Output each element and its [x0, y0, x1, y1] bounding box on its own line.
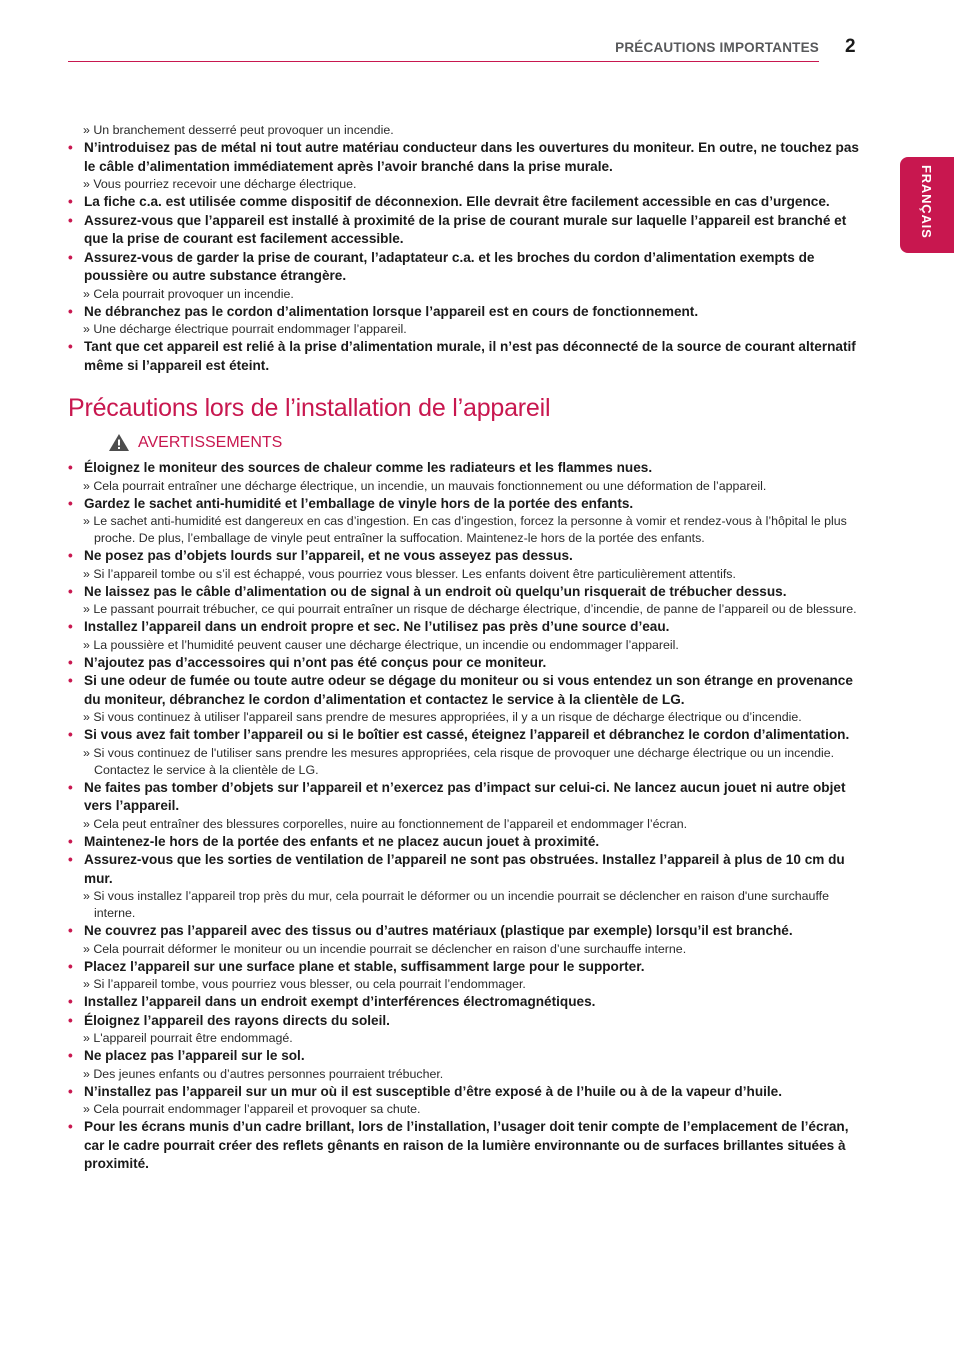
- list-item: [68, 1118, 860, 1174]
- list-item: [68, 212, 860, 249]
- list-item-text: Éloignez l’appareil des rayons directs du soleil.: [84, 1012, 390, 1028]
- list-item-note: » Le sachet anti-humidité est dangereux en cas d’ingestion. En cas d’ingestion, forcez la personne à vomir et rendez-vous à l’hôpital le plus proche. De plus, l’emballage de vinyle peut entraîner la suffocation. Maintenez-le hors de la portée des enfants.: [83, 514, 847, 545]
- list-item-text: Ne couvrez pas l’appareil avec des tissus ou d’autres matériaux (plastique par exemple) lorsqu’il est branché.: [84, 923, 793, 938]
- list-item: [68, 618, 860, 637]
- list-item: [68, 1012, 860, 1031]
- page-content: [68, 122, 860, 1174]
- list-item-note: » Vous pourriez recevoir une décharge électrique.: [83, 177, 357, 191]
- bullet-icon: •: [68, 495, 73, 511]
- bullet-icon: •: [68, 1012, 73, 1028]
- list-item-note: » Si l’appareil tombe ou s’il est échappé, vous pourriez vous blesser. Les enfants doivent être particulièrement attentifs.: [83, 566, 736, 581]
- list-item: [68, 654, 860, 673]
- list-item-text: Installez l’appareil dans un endroit exempt d’interférences électromagnétiques.: [84, 994, 596, 1009]
- list-item-text: Si vous avez fait tomber l’appareil ou si le boîtier est cassé, éteignez l’appareil et débranchez le cordon d’alimentation.: [84, 727, 850, 742]
- list-item-note: » Une décharge électrique pourrait endommager l’appareil.: [83, 322, 407, 336]
- list-item-text: Assurez-vous que l’appareil est installé à proximité de la prise de courant murale sur laquelle l’appareil est branché et que la prise de courant est facilement accessible.: [84, 212, 847, 246]
- list-item: [68, 779, 860, 816]
- list-item: [68, 726, 860, 745]
- list-item-text: Maintenez-le hors de la portée des enfants et ne placez aucun jouet à proximité.: [84, 833, 600, 849]
- list-item: [68, 922, 860, 941]
- list-item: [68, 1047, 860, 1066]
- bullet-icon: •: [68, 923, 73, 938]
- bullet-icon: •: [68, 249, 73, 265]
- list-item: [68, 1083, 860, 1102]
- bullet-icon: •: [68, 460, 73, 475]
- bullet-icon: •: [68, 1119, 73, 1134]
- list-item: [68, 958, 860, 977]
- list-item-text: Ne débranchez pas le cordon d’alimentation lorsque l’appareil est en cours de fonctionnement.: [84, 303, 699, 319]
- list-item-text: Si une odeur de fumée ou toute autre odeur se dégage du moniteur ou si vous entendez un son étrange en provenance du moniteur, débranchez le cordon d’alimentation et contactez le service à la clientèle de LG.: [84, 673, 853, 707]
- bullet-icon: •: [68, 833, 73, 849]
- bullet-icon: •: [68, 654, 73, 670]
- list-item-text: Assurez-vous de garder la prise de courant, l’adaptateur c.a. et les broches du cordon d’alimentation exempts de poussière ou autre substance étrangère.: [84, 249, 815, 283]
- bullet-icon: •: [68, 339, 73, 354]
- page-number: 2: [845, 36, 856, 57]
- list-item: [68, 459, 860, 478]
- warning-heading: [108, 433, 860, 452]
- list-item-note: » Si vous continuez à utiliser l'appareil sans prendre de mesures appropriées, il y a un risque de décharge électrique ou d’incendie.: [83, 710, 802, 724]
- list-item: [68, 583, 860, 602]
- list-item: [68, 547, 860, 566]
- list-item-text: Ne laissez pas le câble d’alimentation ou de signal à un endroit où quelqu’un risquerait de trébucher dessus.: [84, 583, 787, 599]
- list-item-text: N’introduisez pas de métal ni tout autre matériau conducteur dans les ouvertures du moniteur. En outre, ne touchez pas le câble d’alimentation immédiatement après l’avoir branché dans la prise murale.: [84, 140, 859, 174]
- list-item: [68, 833, 860, 852]
- bullet-icon: •: [68, 303, 73, 319]
- header-title: PRÉCAUTIONS IMPORTANTES: [615, 40, 819, 55]
- list-item-note: » L'appareil pourrait être endommagé.: [83, 1031, 293, 1045]
- list-item: [68, 851, 860, 888]
- list-item-note: » Des jeunes enfants ou d’autres personnes pourraient trébucher.: [83, 1066, 444, 1081]
- list-item-text: Ne placez pas l’appareil sur le sol.: [84, 1048, 305, 1063]
- section-title: Précautions lors de l’installation de l’appareil: [68, 394, 551, 422]
- bullet-icon: •: [68, 779, 73, 795]
- list-item: [68, 139, 860, 176]
- list-item-text: Gardez le sachet anti-humidité et l’emballage de vinyle hors de la portée des enfants.: [84, 495, 634, 511]
- warning-triangle-icon: [108, 433, 130, 452]
- list-item-text: Ne faites pas tomber d’objets sur l’appareil et n’exercez pas d’impact sur celui-ci. Ne lancez aucun jouet ni autre objet vers l’appareil.: [84, 779, 846, 813]
- list-item-note: » Cela pourrait entraîner une décharge électrique, un incendie, un mauvais fonctionnement ou une déformation de l’appareil.: [83, 478, 767, 493]
- list-item: [68, 193, 860, 212]
- language-label: FRANÇAIS: [919, 165, 934, 239]
- list-item-text: N’installez pas l’appareil sur un mur où il est susceptible d’être exposé à de l’huile ou à de la vapeur d’huile.: [84, 1083, 783, 1099]
- bullet-icon: •: [68, 673, 73, 688]
- bullet-icon: •: [68, 140, 73, 155]
- list-item-text: Placez l’appareil sur une surface plane et stable, suffisamment large pour le supporter.: [84, 958, 645, 974]
- list-item-note: » Cela peut entraîner des blessures corporelles, nuire au fonctionnement de l’appareil et endommager l’écran.: [83, 816, 688, 831]
- list-item: [68, 993, 860, 1012]
- list-item-text: Tant que cet appareil est relié à la prise d’alimentation murale, il n’est pas déconnecté de la source de courant alternatif même si l’appareil est éteint.: [84, 339, 856, 373]
- bullet-icon: •: [68, 1048, 73, 1063]
- intro-note: » Un branchement desserré peut provoquer un incendie.: [83, 123, 394, 137]
- list-item-note: » Si l’appareil tombe, vous pourriez vous blesser, ou cela pourrait l’endommager.: [83, 977, 526, 991]
- list-item-text: Pour les écrans munis d’un cadre brillant, lors de l’installation, l’usager doit tenir compte de l’emplacement de l’écran, car le cadre pourrait créer des reflets gênants en raison de la lumière environnante ou de surfaces brillantes situées à proximité.: [84, 1119, 849, 1171]
- list-item-text: N’ajoutez pas d’accessoires qui n’ont pas été conçus pour ce moniteur.: [84, 654, 547, 670]
- bullet-icon: •: [68, 1083, 73, 1099]
- bullet-icon: •: [68, 583, 73, 599]
- bullet-icon: •: [68, 194, 73, 209]
- list-item-text: La fiche c.a. est utilisée comme dispositif de déconnexion. Elle devrait être facilement accessible en cas d’urgence.: [84, 194, 830, 209]
- bullet-icon: •: [68, 727, 73, 742]
- bullet-icon: •: [68, 212, 73, 228]
- list-item-note: » Cela pourrait endommager l’appareil et provoquer sa chute.: [83, 1102, 421, 1116]
- list-item: [68, 303, 860, 322]
- list-item-note: » Si vous installez l’appareil trop près du mur, cela pourrait le déformer ou un incendie pourrait se déclencher en raison d'une surchauffe interne.: [83, 889, 830, 920]
- list-item-note: » Cela pourrait déformer le moniteur ou un incendie pourrait se déclencher en raison d’une surchauffe interne.: [83, 941, 687, 956]
- header-divider: [68, 61, 819, 62]
- bullet-icon: •: [68, 852, 73, 867]
- list-item: [68, 249, 860, 286]
- list-item: [68, 338, 860, 375]
- list-item-text: Assurez-vous que les sorties de ventilation de l’appareil ne sont pas obstruées. Installez l’appareil à plus de 10 cm du mur.: [84, 852, 845, 886]
- list-item-note: » Cela pourrait provoquer un incendie.: [83, 286, 294, 301]
- bullet-icon: •: [68, 548, 73, 563]
- list-item-text: Installez l’appareil dans un endroit propre et sec. Ne l’utilisez pas près d’une source d’eau.: [84, 619, 670, 634]
- list-item-text: Ne posez pas d’objets lourds sur l’appareil, et ne vous asseyez pas dessus.: [84, 548, 573, 563]
- list-item: [68, 672, 860, 709]
- list-item: [68, 495, 860, 514]
- list-item-note: » Le passant pourrait trébucher, ce qui pourrait entraîner un risque de décharge électrique, d’incendie, de panne de l’appareil ou de blessure.: [83, 602, 857, 616]
- bullet-icon: •: [68, 994, 73, 1009]
- list-item-text: Éloignez le moniteur des sources de chaleur comme les radiateurs et les flammes nues.: [84, 460, 653, 475]
- list-item-note: » Si vous continuez de l'utiliser sans prendre les mesures appropriées, cela risque de provoquer une décharge électrique ou un incendie. Contactez le service à la clientèle de LG.: [83, 745, 835, 777]
- power-precautions-list: [68, 139, 860, 375]
- installation-warnings-list: [68, 459, 860, 1174]
- language-tab: [900, 157, 954, 253]
- warning-label: AVERTISSEMENTS: [138, 433, 283, 451]
- bullet-icon: •: [68, 619, 73, 634]
- list-item-note: » La poussière et l’humidité peuvent causer une décharge électrique, un incendie ou endommager l’appareil.: [83, 637, 679, 652]
- bullet-icon: •: [68, 958, 73, 974]
